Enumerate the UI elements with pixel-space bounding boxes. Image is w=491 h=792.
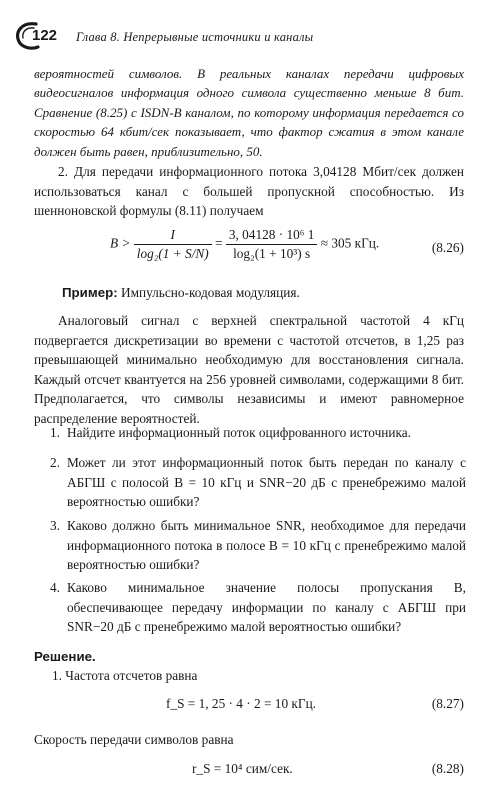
question-text: Каково минимальное значение полосы пропускания B, обеспечивающее передачу информации по каналу с АБГШ при SNR−20 дБ с пренебрежимо малой вероятностью ошибки? [67, 580, 466, 634]
question-text: Может ли этот информационный поток быть передан по каналу с АБГШ с полосой B = 10 кГц и SNR−20 дБ с пренебрежимо малой вероятностью ошибки? [67, 455, 466, 509]
intro-paragraph: вероятностей символов. В реальных каналах передачи цифровых видеосигналов информация одного символа существенно меньше 8 бит. Сравнение (8.25) с ISDN-B каналом, по которому информация передается со скоростью 64 кбит/сек показывает, что фактор сжатия в этом канале должен быть равен, приблизительно, 50. [34, 66, 464, 159]
page-header [14, 21, 476, 55]
eq-formula: r_S = 10⁴ сим/сек. [192, 761, 293, 776]
equation-number: (8.26) [431, 240, 464, 255]
question-number: 3. [50, 518, 60, 533]
symbol-rate-text: Скорость передачи символов равна [34, 732, 234, 747]
eq-equals-sign: = [215, 235, 223, 251]
eq-fraction-2 [226, 226, 318, 263]
solution-heading: Решение. [34, 649, 96, 664]
solution-step-1: 1. Частота отсчетов равна [52, 668, 198, 683]
chapter-title: Глава 8. Непрерывные источники и каналы [76, 30, 314, 44]
fraction-2-numerator: 3, 04128 · 10⁶ 1 [226, 226, 318, 245]
paragraph-3: Аналоговый сигнал с верхней спектральной частотой 4 кГц подвергается дискретизации во времени с частотой отсчетов, в 1,25 раз превышающей минимально необходимую для восстановления сигнала. Каждый отсчет квантуется на 256 уровней символами, содержащими 8 бит. Предполагается, что символы независимы и имеют равномерное распределение вероятностей. [34, 313, 464, 426]
question-number: 4. [50, 580, 60, 595]
example-text: Импульсно-кодовая модуляция. [120, 285, 300, 300]
eq-fraction-1 [134, 226, 212, 263]
eq-result: ≈ 305 кГц. [320, 235, 380, 251]
question-number: 2. [50, 455, 60, 470]
equation-number: (8.28) [431, 761, 464, 776]
fraction-1-numerator: I [134, 226, 212, 245]
fraction-1-denominator: log₂(1 + S/N) [136, 246, 209, 261]
example-label: Пример: [62, 285, 118, 300]
eq-formula: f_S = 1, 25 · 4 · 2 = 10 кГц. [166, 696, 317, 711]
equation-8-28 [34, 755, 464, 779]
fraction-2-denominator: log₂(1 + 10³) s [233, 246, 311, 261]
eq-lhs: B > [110, 235, 131, 251]
page-number: 122 [32, 27, 58, 44]
equation-8-27 [34, 690, 464, 714]
paragraph-2: 2. Для передачи информационного потока 3,04128 Мбит/сек должен использоваться канал с большей пропускной способностью. Из шенноновской формулы (8.11) получаем [34, 164, 464, 218]
question-text: Каково должно быть минимальное SNR, необходимое для передачи информационного потока в полосе B = 10 кГц с пренебрежимо малой вероятностью ошибки? [67, 518, 466, 572]
question-number: 1. [50, 425, 60, 440]
equation-number: (8.27) [431, 696, 464, 711]
equation-8-26 [34, 226, 464, 270]
example-heading [62, 283, 300, 303]
question-text: Найдите информационный поток оцифрованного источника. [67, 425, 411, 440]
